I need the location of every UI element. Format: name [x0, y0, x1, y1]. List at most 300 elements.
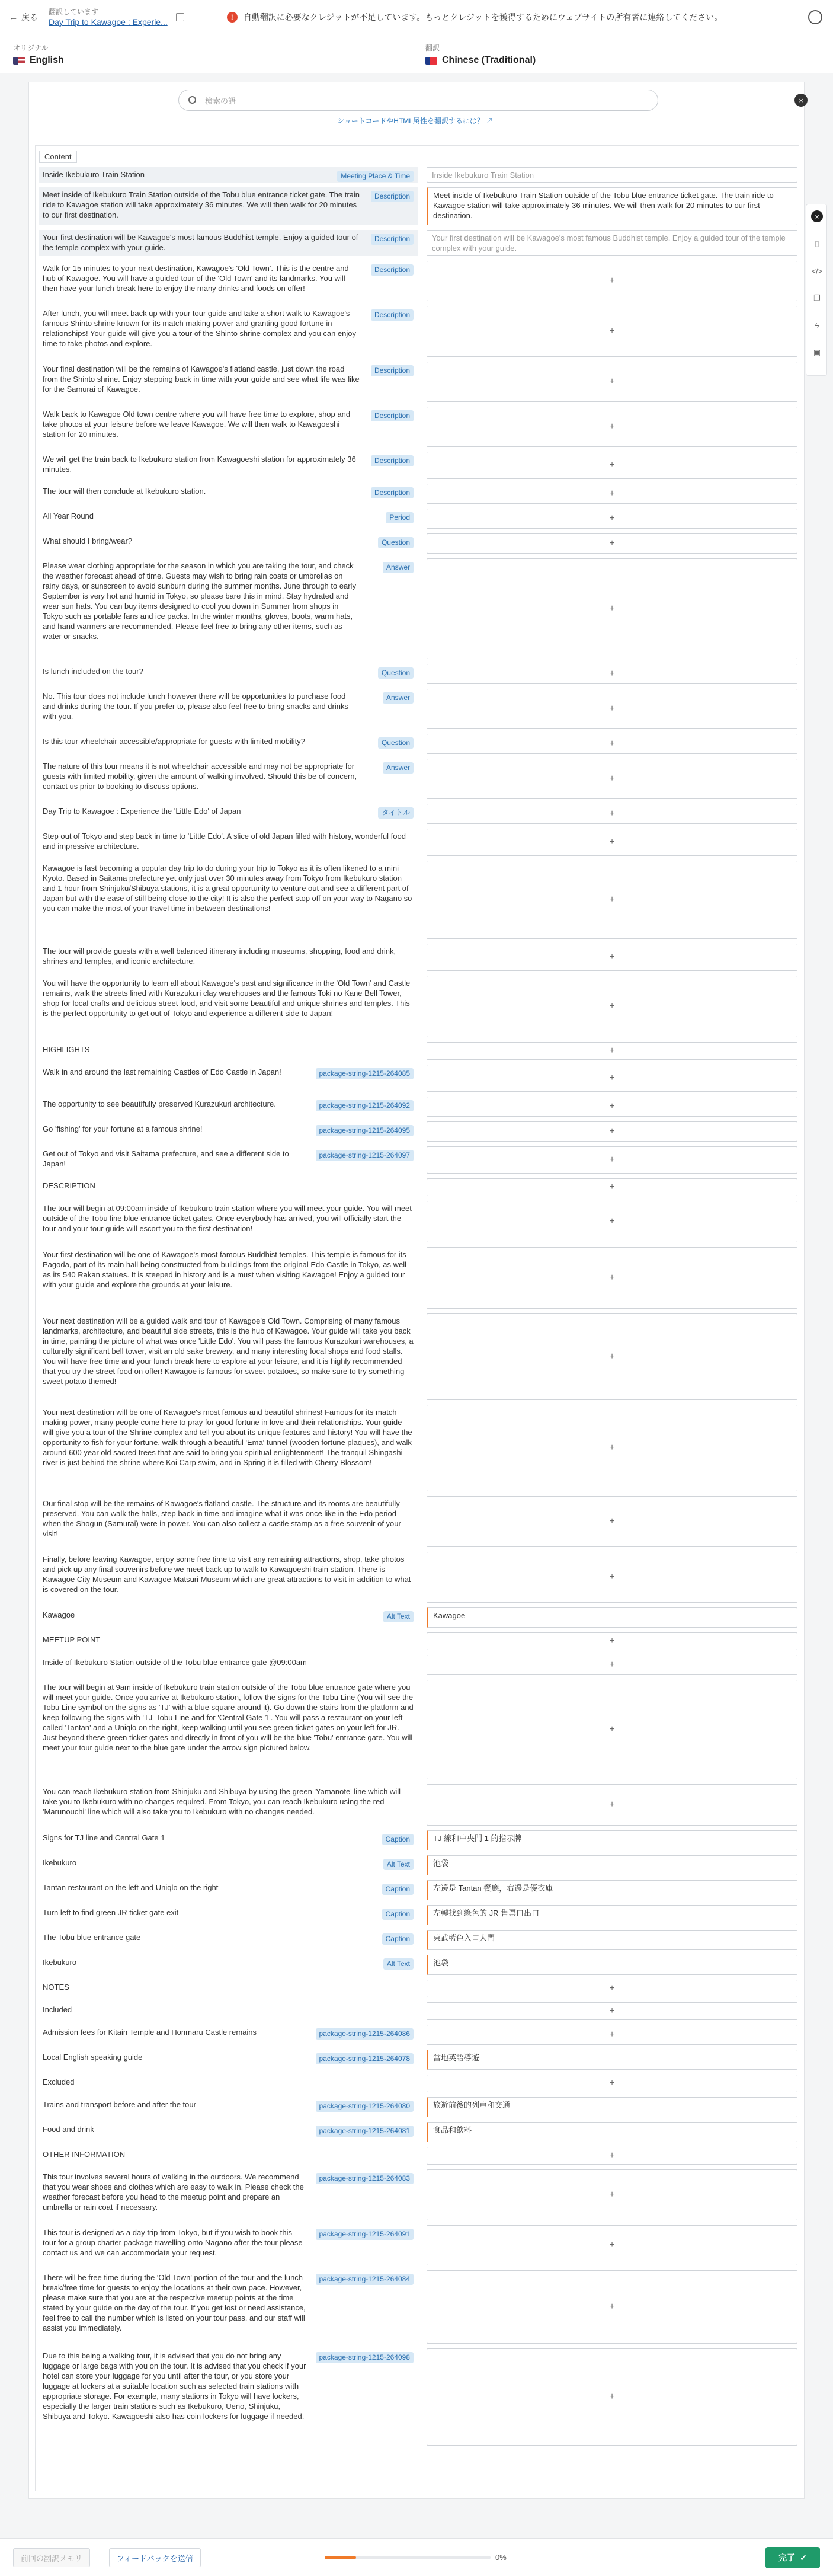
source-text — [39, 1201, 418, 1242]
translation-row — [39, 1855, 797, 1875]
string-type-badge: Description — [371, 264, 414, 276]
translation-row — [39, 2002, 797, 2020]
string-type-badge: Question — [378, 537, 414, 548]
translation-row — [39, 2225, 797, 2265]
source-string: The nature of this tour means it is not wheelchair accessible and may not be appropriate for guests with limited mobility, given the amount of walking involved. Should this be of concern, contact us prior to booking to discuss options. — [43, 762, 357, 791]
translation-row — [39, 829, 797, 856]
search-input[interactable] — [178, 90, 803, 111]
string-type-badge: Description — [371, 191, 414, 202]
translation-row — [39, 2050, 797, 2070]
source-string: Step out of Tokyo and step back in time to 'Little Edo'. A slice of old Japan filled with history, wonderful food and impressive architecture. — [43, 832, 406, 851]
translation-row — [39, 861, 797, 939]
source-text — [39, 558, 418, 659]
source-string: What should I bring/wear? — [43, 536, 133, 545]
add-translation-icon[interactable]: + — [609, 538, 615, 548]
source-text — [39, 1905, 418, 1925]
translation-field[interactable] — [427, 484, 797, 504]
add-translation-icon[interactable]: + — [609, 1516, 615, 1526]
translation-row — [39, 2169, 797, 2220]
source-string: Is lunch included on the tour? — [43, 667, 143, 676]
back-label: 戻る — [21, 12, 38, 22]
source-string: Meet inside of Ikebukuro Train Station outside of the Tobu blue entrance ticket gate. The train ride to Kawagoe station will take approximately 36 minutes. We will then walk for 20 minutes to our first destination. — [43, 190, 360, 219]
bookmark-icon[interactable]: ▯ — [815, 239, 819, 248]
target-caption: 翻訳 — [425, 44, 440, 52]
translation-field[interactable] — [427, 2122, 797, 2142]
add-translation-icon[interactable]: + — [609, 1724, 615, 1734]
string-type-badge: package-string-1215-264097 — [316, 1150, 414, 1161]
add-translation-icon[interactable]: + — [609, 1273, 615, 1283]
add-translation-icon[interactable]: + — [609, 276, 615, 286]
source-text — [39, 452, 418, 479]
add-translation-icon[interactable]: + — [609, 513, 615, 523]
add-translation-icon[interactable]: + — [609, 1660, 615, 1670]
string-type-badge: package-string-1215-264092 — [316, 1100, 414, 1111]
source-string: Our final stop will be the remains of Kawagoe's flatland castle. The structure and its rooms are beautifully preserved. You can walk the halls, step back in time and imagine what it was once like in the Edo period when the Shogun (Samurai) were in power. You can also collect a castle stamp as a free souvenir of your visit! — [43, 1499, 401, 1538]
string-type-badge: Caption — [382, 1834, 414, 1845]
translation-field[interactable] — [427, 452, 797, 479]
string-type-badge: Description — [371, 410, 414, 421]
add-translation-icon[interactable]: + — [609, 2006, 615, 2016]
source-string: There will be free time during the 'Old Town' portion of the tour and the lunch break/free time for guests to enjoy the locations at their own pace. However, please make sure that you are at the respective meetup points at the time stated by your guide on the day of the tour. If you get lost or need assistance, feel free to call the number which is listed on your tour pass, and our staff will assist you immediately. — [43, 2273, 306, 2332]
string-type-badge: package-string-1215-264085 — [316, 1068, 414, 1079]
string-type-badge: Description — [371, 365, 414, 376]
source-string: You will have the opportunity to learn all about Kawagoe's past and significance in the 'Old Town' and Castle remains, walk the streets lined with Kurazukuri clay warehouses and the famous Toki no Kane Bell Tower, shop for local crafts and delicious street food, and visit some beautiful and unique shrines and temples. This is the perfect opportunity to get out of Tokyo and experience a different side to Japan! — [43, 979, 411, 1018]
translation-field[interactable] — [427, 976, 797, 1037]
language-bar — [0, 34, 833, 73]
translation-field[interactable] — [427, 1880, 797, 1900]
source-text — [39, 1680, 418, 1779]
translation-row — [39, 2025, 797, 2045]
source-string: We will get the train back to Ikebukuro station from Kawagoeshi station for approximately 36 minutes. — [43, 455, 356, 474]
source-text — [39, 2075, 418, 2092]
translation-row — [39, 1405, 797, 1491]
add-translation-icon[interactable]: + — [609, 1800, 615, 1810]
string-type-badge: Description — [371, 309, 414, 321]
source-text — [39, 1121, 418, 1142]
save-icon[interactable]: ▣ — [813, 348, 821, 357]
source-string: Your next destination will be one of Kawagoe's most famous and beautiful shrines! Famous for its match making power, many people come here to pray for good fortune in love and their relationships. Your guide will give you a tour of the Shrine complex and tell you about its unique features and history! You will have the opportunity to fish for your fortune, walk through a beautiful 'Ema' tunnel (wooden fortune plaques), and walk around 600 year old sacred trees that are said to bring you spiritual enlightenment! The tranquil Shingashi river is just behind the shrine where Koi Carp swim, and in Spring it is filled with Cherry Blossom! — [43, 1408, 412, 1467]
add-translation-icon[interactable]: + — [609, 326, 615, 336]
translation-row — [39, 1121, 797, 1142]
add-translation-icon[interactable]: + — [609, 1101, 615, 1111]
translation-row — [39, 1930, 797, 1950]
us-flag-icon — [13, 57, 25, 65]
source-string: Signs for TJ line and Central Gate 1 — [43, 1833, 165, 1842]
translation-row — [39, 734, 797, 754]
translation-field[interactable] — [427, 2097, 797, 2117]
source-string: Get out of Tokyo and visit Saitama prefecture, and see a different side to Japan! — [43, 1149, 289, 1168]
translation-row — [39, 1784, 797, 1826]
translation-row — [39, 261, 797, 301]
source-text — [39, 1830, 418, 1850]
translation-field[interactable] — [427, 1097, 797, 1117]
source-text — [39, 1146, 418, 1174]
translation-row — [39, 2075, 797, 2092]
translation-row — [39, 362, 797, 402]
string-type-badge: Answer — [383, 692, 414, 704]
source-text — [39, 167, 418, 183]
add-translation-icon[interactable]: + — [609, 603, 615, 613]
translation-row — [39, 1905, 797, 1925]
translation-field[interactable] — [427, 230, 797, 256]
translation-field[interactable] — [427, 1247, 797, 1309]
source-string: Local English speaking guide — [43, 2053, 143, 2062]
translation-text: 池袋 — [433, 1958, 449, 1967]
translation-row — [39, 1313, 797, 1400]
add-translation-icon[interactable]: + — [609, 2030, 615, 2040]
feedback-button[interactable]: フィードバックを送信 — [109, 2548, 201, 2567]
string-type-badge: Description — [371, 455, 414, 466]
add-translation-icon[interactable]: + — [609, 1046, 615, 1056]
string-type-badge: package-string-1215-264080 — [316, 2101, 414, 2112]
translation-row — [39, 1552, 797, 1603]
source-text — [39, 2097, 418, 2117]
source-text — [39, 2225, 418, 2265]
source-text — [39, 1065, 418, 1092]
translation-row — [39, 1146, 797, 1174]
source-language-name: English — [30, 55, 64, 65]
source-string: Admission fees for Kitain Temple and Honmaru Castle remains — [43, 2028, 257, 2037]
translation-row — [39, 976, 797, 1037]
translation-field[interactable] — [427, 187, 797, 225]
progress-bar — [325, 2556, 491, 2559]
breadcrumb — [49, 7, 168, 27]
translation-field[interactable] — [427, 664, 797, 684]
source-text — [39, 1607, 418, 1628]
string-type-badge: Alt Text — [383, 1958, 414, 1970]
done-button[interactable] — [765, 2547, 820, 2568]
translation-row — [39, 1680, 797, 1779]
translation-field[interactable] — [427, 944, 797, 971]
string-type-badge: package-string-1215-264078 — [316, 2053, 414, 2064]
content-section — [35, 145, 799, 2491]
source-text — [39, 2348, 418, 2446]
translation-field[interactable] — [427, 2050, 797, 2070]
translation-field[interactable] — [427, 1980, 797, 1997]
page-title-link[interactable]: Day Trip to Kawagoe : Experie... — [49, 17, 168, 27]
translation-field[interactable] — [427, 362, 797, 402]
source-string: Walk back to Kawagoe Old town centre where you will have free time to explore, shop and take photos at your leisure before we leave Kawagoe. We will then walk to Kawagoeshi station for 20 minutes. — [43, 410, 351, 439]
search-icon — [188, 96, 196, 104]
add-translation-icon[interactable]: + — [609, 1636, 615, 1646]
translation-text: 食品和飲料 — [433, 2126, 472, 2134]
alert-icon: ! — [227, 12, 238, 23]
translation-field[interactable] — [427, 2348, 797, 2446]
source-string: All Year Round — [43, 512, 94, 520]
source-string: After lunch, you will meet back up with your tour guide and take a short walk to Kawagoe's famous Shinto shrine known for its match making power and granting good fortune in relationships! Your guide will give you a tour of the Shinto shrine complex and you can enjoy time to take photos and explore. — [43, 309, 356, 348]
translation-field[interactable] — [427, 1784, 797, 1826]
side-toolbar — [806, 204, 827, 376]
source-string: OTHER INFORMATION — [43, 2150, 126, 2159]
translation-text: 左邊是 Tantan 餐廳，右邊是優衣庫 — [433, 1884, 553, 1893]
source-string: Kawagoe — [43, 1610, 75, 1619]
source-text — [39, 1042, 418, 1060]
translation-field[interactable] — [427, 1313, 797, 1400]
source-text — [39, 829, 418, 856]
translation-row — [39, 1607, 797, 1628]
copy-icon[interactable]: ❐ — [813, 293, 821, 302]
string-type-badge: Question — [378, 737, 414, 749]
source-text — [39, 533, 418, 554]
add-translation-icon[interactable]: + — [609, 704, 615, 714]
credit-alert — [227, 11, 723, 23]
translation-row — [39, 1247, 797, 1309]
translation-row — [39, 1496, 797, 1547]
translating-caption: 翻訳しています — [49, 7, 99, 16]
translation-row — [39, 230, 797, 256]
string-type-badge: package-string-1215-264084 — [316, 2274, 414, 2285]
add-translation-icon[interactable]: + — [609, 894, 615, 905]
add-translation-icon[interactable]: + — [609, 952, 615, 962]
translation-field[interactable] — [427, 1405, 797, 1491]
source-string: This tour involves several hours of walking in the outdoors. We recommend that you wear shoes and clothes which are easy to walk in. Please check the weather forecast before you head to the meetup point and prepare an umbrella or rain coat if necessary. — [43, 2172, 304, 2211]
translation-field[interactable] — [427, 261, 797, 301]
source-string: This tour is designed as a day trip from Tokyo, but if you wish to book this tour for a group charter package travelling onto Nagano after the tour please contact us and we can accommodate your request. — [43, 2228, 303, 2257]
string-type-badge: Question — [378, 667, 414, 679]
translation-field[interactable] — [427, 167, 797, 183]
translation-field[interactable] — [427, 533, 797, 554]
code-icon[interactable]: </> — [811, 266, 823, 276]
string-type-badge: Caption — [382, 1909, 414, 1920]
source-text — [39, 261, 418, 301]
check-icon: ✓ — [800, 2552, 807, 2562]
translation-field[interactable] — [427, 1680, 797, 1779]
add-translation-icon[interactable]: + — [609, 1216, 615, 1226]
translation-row — [39, 804, 797, 824]
back-button[interactable] — [9, 11, 38, 23]
translation-row — [39, 1980, 797, 1997]
translation-row — [39, 509, 797, 529]
source-text — [39, 2050, 418, 2070]
source-text — [39, 861, 418, 939]
add-translation-icon[interactable]: + — [609, 376, 615, 386]
translation-field[interactable] — [427, 306, 797, 357]
add-translation-icon[interactable]: + — [609, 1443, 615, 1453]
source-text — [39, 664, 418, 684]
target-language-name: Chinese (Traditional) — [442, 55, 536, 65]
translation-field[interactable] — [427, 1607, 797, 1628]
source-text — [39, 230, 418, 256]
translation-row — [39, 664, 797, 684]
add-translation-icon[interactable]: + — [609, 2078, 615, 2088]
source-text — [39, 1313, 418, 1400]
add-translation-icon[interactable]: + — [609, 1073, 615, 1083]
translation-field[interactable] — [427, 804, 797, 824]
source-caption: オリジナル — [13, 44, 49, 52]
source-text — [39, 1855, 418, 1875]
translation-text: Meet inside of Ikebukuro Train Station outside of the Tobu blue entrance ticket gate. The train ride to Kawagoe station will take approximately 36 minutes. We will then walk for 20 minutes to our first destination. — [433, 191, 774, 220]
translation-row — [39, 2122, 797, 2142]
add-translation-icon[interactable]: + — [609, 2240, 615, 2250]
source-text — [39, 734, 418, 754]
translation-row — [39, 2097, 797, 2117]
translation-field[interactable] — [427, 1201, 797, 1242]
external-link-icon[interactable] — [176, 13, 184, 21]
taiwan-flag-icon — [425, 57, 437, 65]
translation-field[interactable] — [427, 1930, 797, 1950]
translation-row — [39, 1178, 797, 1196]
top-bar — [0, 0, 833, 34]
add-translation-icon[interactable]: + — [609, 1126, 615, 1136]
translation-field[interactable] — [427, 829, 797, 856]
add-translation-icon[interactable]: + — [609, 460, 615, 470]
source-text — [39, 1247, 418, 1309]
source-text — [39, 1632, 418, 1650]
translation-field[interactable] — [427, 1655, 797, 1675]
string-type-badge: package-string-1215-264091 — [316, 2229, 414, 2240]
translation-field[interactable] — [427, 1146, 797, 1174]
translation-field[interactable] — [427, 1632, 797, 1650]
translation-row — [39, 187, 797, 225]
translation-text: Kawagoe — [433, 1611, 466, 1620]
source-text — [39, 976, 418, 1037]
shortcode-help-link[interactable]: ショートコードやHTML属性を翻訳するには？ ↗ — [337, 117, 494, 125]
source-string: HIGHLIGHTS — [43, 1045, 90, 1054]
search-placeholder: 検索の語 — [205, 96, 236, 106]
translation-text: 東武藍色入口大門 — [433, 1933, 495, 1942]
translation-row — [39, 306, 797, 357]
source-text — [39, 2270, 418, 2344]
translation-field[interactable] — [427, 861, 797, 939]
add-translation-icon[interactable]: + — [609, 774, 615, 784]
translation-row — [39, 1097, 797, 1117]
add-translation-icon[interactable]: + — [609, 2302, 615, 2312]
translation-row — [39, 1632, 797, 1650]
translation-row — [39, 1201, 797, 1242]
translation-row — [39, 1042, 797, 1060]
clear-search-icon[interactable]: × — [794, 94, 808, 107]
source-string: Your next destination will be a guided walk and tour of Kawagoe's Old Town. Comprising of many famous landmarks, architecture, and beautiful side streets, this is the hub of Kawagoe. Your guide will take you back in time, painting the picture of what was once 'Little Edo'. You will pass the famous Kurazukuri warehouses, a culturally significant bell tower, visit an old sake brewery, and many interesting local shops and food stalls. You will have free time and your lunch break here to explore at your leisure, and it is highly recommended that you try the street food on offer! Kawagoe is famous for sweet potatoes, so make sure to try something sweet potato themed! — [43, 1316, 414, 1386]
source-text — [39, 1930, 418, 1950]
source-text — [39, 2169, 418, 2220]
source-string: The opportunity to see beautifully preserved Kurazukuri architecture. — [43, 1100, 276, 1108]
source-string: The tour will begin at 09:00am inside of Ikebukuro train station where you will meet your guide. You will meet outside of the Tobu line blue entrance ticket gates. Once everybody has arrived, you will officially start the tour and your tour guide will escort you to the first destination! — [43, 1204, 412, 1233]
translation-row — [39, 1830, 797, 1850]
add-translation-icon[interactable]: + — [609, 1572, 615, 1582]
source-string: The tour will provide guests with a well balanced itinerary including museums, shopping, food and drink, shrines and temples, and iconic architecture. — [43, 947, 396, 966]
source-string: Kawagoe is fast becoming a popular day trip to do during your trip to Tokyo as it is often likened to a mini Kyoto. Based in Saitama prefecture yet only just over 30 minutes away from Tokyo from Ikebukuro station and 1 hour from Shinjuku/Shibuya stations, it is a great opportunity to venture out and see a different part of Japan but with the ease of still being close to the city! It is also the perfect stop off on your way to Nagano so you can make the most of your travel time in between destinations! — [43, 864, 412, 913]
source-text — [39, 407, 418, 447]
string-type-badge: package-string-1215-264083 — [316, 2173, 414, 2184]
add-translation-icon[interactable]: + — [609, 2392, 615, 2402]
translation-field[interactable] — [427, 1121, 797, 1142]
source-text — [39, 1178, 418, 1196]
alert-text: 自動翻訳に必要なクレジットが不足しています。もっとクレジットを獲得するためにウェブサイトの所有者に連絡してください。 — [243, 12, 723, 22]
source-string: Ikebukuro — [43, 1958, 77, 1967]
translation-row — [39, 2348, 797, 2446]
translation-field[interactable] — [427, 759, 797, 799]
add-translation-icon[interactable]: + — [609, 1155, 615, 1165]
add-translation-icon[interactable]: + — [609, 1001, 615, 1011]
source-text — [39, 1097, 418, 1117]
translation-row — [39, 1065, 797, 1092]
content-tag: Content — [39, 151, 77, 163]
translation-field[interactable] — [427, 1905, 797, 1925]
source-string: Inside Ikebukuro Train Station — [43, 170, 145, 179]
source-text — [39, 187, 418, 225]
translation-field[interactable] — [427, 2270, 797, 2344]
translation-row — [39, 484, 797, 504]
translation-field[interactable] — [427, 2169, 797, 2220]
translation-row — [39, 1880, 797, 1900]
add-translation-icon[interactable]: + — [609, 421, 615, 432]
source-text — [39, 1784, 418, 1826]
translation-row — [39, 1655, 797, 1675]
add-translation-icon[interactable]: + — [609, 739, 615, 749]
translation-row — [39, 452, 797, 479]
translation-field[interactable] — [427, 509, 797, 529]
source-string: The Tobu blue entrance gate — [43, 1933, 141, 1942]
target-language — [425, 43, 536, 66]
translation-text: 左轉找到綠色的 JR 售票口出口 — [433, 1909, 540, 1917]
translation-row — [39, 759, 797, 799]
translation-field[interactable] — [427, 1955, 797, 1975]
translation-field[interactable] — [427, 1855, 797, 1875]
source-text — [39, 1496, 418, 1547]
add-translation-icon[interactable]: + — [609, 488, 615, 498]
source-string: MEETUP POINT — [43, 1635, 101, 1644]
add-translation-icon[interactable]: + — [609, 2150, 615, 2160]
add-translation-icon[interactable]: + — [609, 2190, 615, 2200]
bottom-bar — [0, 2538, 833, 2576]
string-type-badge: Answer — [383, 562, 414, 573]
close-icon[interactable]: × — [811, 210, 823, 222]
translation-field[interactable] — [427, 734, 797, 754]
source-text — [39, 804, 418, 824]
source-string: Trains and transport before and after the tour — [43, 2100, 196, 2109]
translation-field[interactable] — [427, 2002, 797, 2020]
translation-field[interactable] — [427, 1496, 797, 1547]
add-translation-icon[interactable]: + — [609, 1351, 615, 1361]
add-translation-icon[interactable]: + — [609, 837, 615, 847]
string-type-badge: Alt Text — [383, 1859, 414, 1870]
translation-field[interactable] — [427, 1178, 797, 1196]
translation-field[interactable] — [427, 1065, 797, 1092]
source-text — [39, 306, 418, 357]
translation-field[interactable] — [427, 2025, 797, 2045]
translation-field[interactable] — [427, 407, 797, 447]
source-string: Your first destination will be Kawagoe's most famous Buddhist temple. Enjoy a guided tour of the temple complex with your guide. — [43, 233, 358, 252]
add-translation-icon[interactable]: + — [609, 808, 615, 819]
source-string: Please wear clothing appropriate for the season in which you are taking the tour, and check the weather forecast ahead of time. Guests may wish to bring rain coats or umbrellas on rainy days, or sunscreen to avoid sunburn during the summer months. June through to early September is very hot and humid in Tokyo, so please bare this in mind. Stay hydrated and wear sun hats. You can buy items designed to cool you down in Summer from shops in Tokyo such as portable fans and ice packs. In the winter months, gloves, boots, warm hats, and hand warmers are recommended. Please feel free to bring any other items, such as water or snacks. — [43, 561, 356, 641]
source-text — [39, 2147, 418, 2165]
add-translation-icon[interactable]: + — [609, 1983, 615, 1993]
source-string: Walk in and around the last remaining Castles of Edo Castle in Japan! — [43, 1068, 281, 1076]
source-string: The tour will then conclude at Ikebukuro station. — [43, 487, 206, 496]
source-string: Inside of Ikebukuro Station outside of the Tobu blue entrance gate @09:00am — [43, 1658, 307, 1667]
source-string: Is this tour wheelchair accessible/appropriate for guests with limited mobility? — [43, 737, 305, 746]
translation-field[interactable] — [427, 2225, 797, 2265]
translation-field[interactable] — [427, 558, 797, 659]
source-string: Your first destination will be one of Kawagoe's most famous Buddhist temples. This temple is famous for its Pagoda, part of its main hall being constructed from buildings from the original Edo Castle in Tokyo, as well as its 540 Rakan statues. It is steeped in history and is a must when visiting Kawagoe! Enjoy a guided tour with your guide and explore the grounds at your leisure. — [43, 1250, 406, 1289]
translation-text: Inside Ikebukuro Train Station — [432, 171, 534, 180]
flash-icon[interactable]: ϟ — [815, 321, 819, 330]
translation-field[interactable] — [427, 1552, 797, 1603]
previous-memory-button[interactable]: 前回の翻訳メモリ — [13, 2548, 90, 2567]
translation-field[interactable] — [427, 689, 797, 729]
translation-field[interactable] — [427, 1830, 797, 1850]
add-translation-icon[interactable]: + — [609, 1182, 615, 1192]
settings-icon[interactable] — [808, 10, 822, 24]
source-text — [39, 689, 418, 729]
translation-field[interactable] — [427, 1042, 797, 1060]
translation-field[interactable] — [427, 2147, 797, 2165]
add-translation-icon[interactable]: + — [609, 669, 615, 679]
done-label: 完了 — [778, 2553, 796, 2562]
source-text — [39, 484, 418, 504]
translation-field[interactable] — [427, 2075, 797, 2092]
translation-row — [39, 558, 797, 659]
